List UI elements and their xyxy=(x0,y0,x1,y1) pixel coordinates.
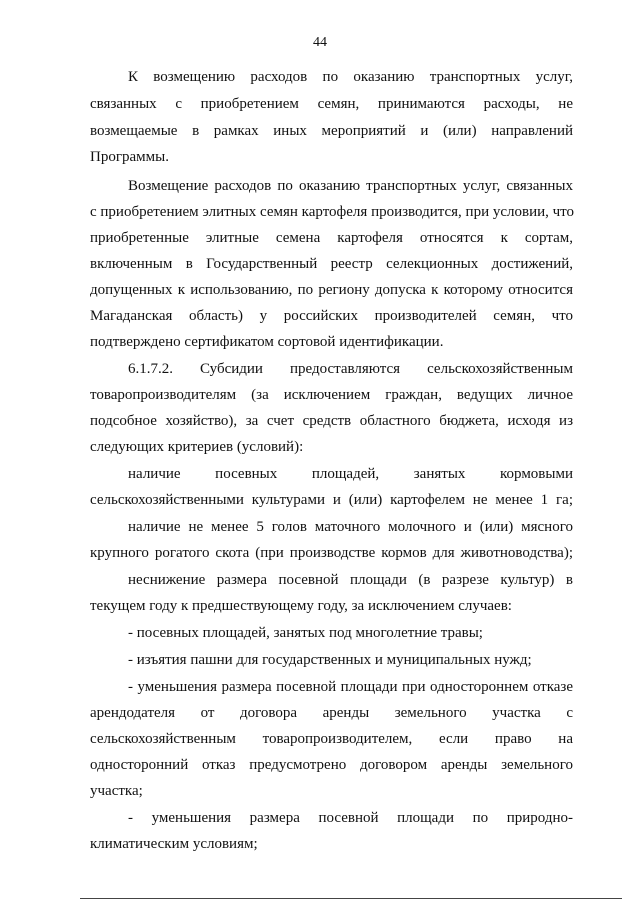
text-line: односторонний отказ предусмотрено договором аренды земельного xyxy=(90,757,573,773)
text-line: - уменьшения размера посевной площади по природно- xyxy=(128,810,573,826)
text-line: Возмещение расходов по оказанию транспортных услуг, связанных xyxy=(128,178,573,194)
text-line: связанных с приобретением семян, принимаются расходы, не xyxy=(90,96,573,112)
text-line: возмещаемые в рамках иных мероприятий и (или) направлений xyxy=(90,123,573,139)
text-line: включенным в Государственный реестр селекционных достижений, xyxy=(90,256,573,272)
text-line: приобретенные элитные семена картофеля относятся к сортам, xyxy=(90,230,573,246)
text-line: наличие не менее 5 голов маточного молочного и (или) мясного xyxy=(128,519,573,535)
text-line: - посевных площадей, занятых под многолетние травы; xyxy=(128,625,483,641)
text-line: сельскохозяйственным товаропроизводителем, если право на xyxy=(90,731,573,747)
text-line: следующих критериев (условий): xyxy=(90,439,304,455)
page-number: 44 xyxy=(313,35,327,50)
text-line: климатическим условиям; xyxy=(90,836,258,852)
text-line: подсобное хозяйство), за счет средств областного бюджета, исходя из xyxy=(90,413,573,429)
text-line: - уменьшения размера посевной площади при одностороннем отказе xyxy=(128,679,573,695)
text-line: подтверждено сертификатом сортовой идентификации. xyxy=(90,334,444,350)
text-line: Магаданская область) у российских производителей семян, что xyxy=(90,308,573,324)
text-line: К возмещению расходов по оказанию транспортных услуг, xyxy=(128,69,573,85)
text-line: текущем году к предшествующему году, за исключением случаев: xyxy=(90,598,512,614)
text-line: с приобретением элитных семян картофеля производится, при условии, что xyxy=(90,204,575,220)
text-line: - изъятия пашни для государственных и муниципальных нужд; xyxy=(128,652,532,668)
text-line: 6.1.7.2. Субсидии предоставляются сельскохозяйственным xyxy=(128,361,573,377)
text-line: наличие посевных площадей, занятых кормовыми xyxy=(128,466,573,482)
text-line: крупного рогатого скота (при производстве кормов для животноводства); xyxy=(90,545,573,561)
text-line: Программы. xyxy=(90,149,169,165)
text-line: неснижение размера посевной площади (в разрезе культур) в xyxy=(128,572,573,588)
text-line: арендодателя от договора аренды земельного участка с xyxy=(90,705,573,721)
text-line: сельскохозяйственными культурами и (или) картофелем не менее 1 га; xyxy=(90,492,573,508)
bottom-edge-rule xyxy=(80,898,622,899)
text-line: участка; xyxy=(90,783,143,799)
text-line: товаропроизводителям (за исключением граждан, ведущих личное xyxy=(90,387,573,403)
text-line: допущенных к использованию, по региону допуска к которому относится xyxy=(90,282,573,298)
